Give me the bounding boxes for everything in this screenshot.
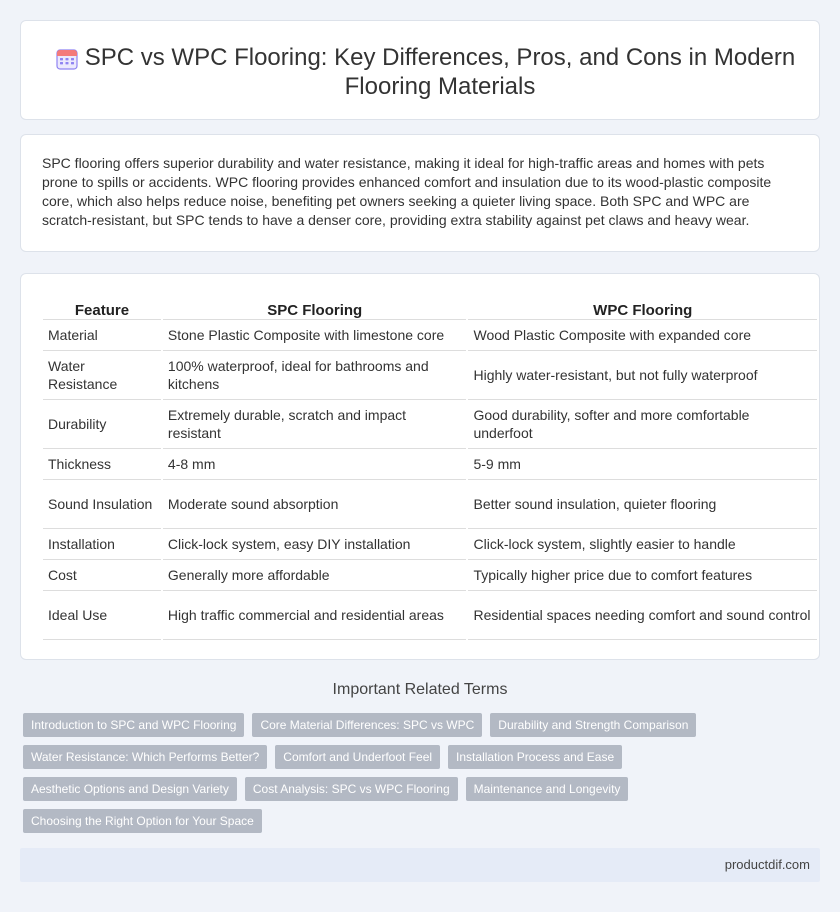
calendar-icon — [55, 47, 79, 71]
table-header-wpc: WPC Flooring — [467, 296, 818, 319]
footer-bar — [20, 848, 820, 882]
table-cell: 100% waterproof, ideal for bathrooms and kitchens — [162, 350, 468, 399]
table-cell: Durability — [43, 399, 162, 448]
table-header-feature: Feature — [43, 296, 162, 319]
table-cell: 5-9 mm — [467, 448, 818, 479]
table-cell: Sound Insulation — [43, 479, 162, 528]
table-cell: Generally more affordable — [162, 559, 468, 590]
table-header-spc: SPC Flooring — [162, 296, 468, 319]
intro-paragraph: SPC flooring offers superior durability and water resistance, making it ideal for high-traffic areas and homes with pets prone to spills or accidents. WPC flooring provides enhanced comfort and insulation due to its wood-plastic composite core, which also helps reduce noise, benefiting pet owners seeking a quieter living space. Both SPC and WPC are scratch-resistant, but SPC tends to have a denser core, providing extra stability against pet claws and heavy wear. — [42, 155, 772, 228]
table-row — [43, 448, 818, 479]
table-cell: Click-lock system, slightly easier to handle — [467, 528, 818, 559]
table-row — [43, 350, 818, 399]
comparison-table — [43, 296, 819, 640]
tag-link[interactable]: Installation Process and Ease — [448, 745, 622, 769]
table-row — [43, 399, 818, 448]
page-title: SPC vs WPC Flooring: Key Differences, Pros, and Cons in Modern Flooring Materials — [84, 44, 796, 100]
table-cell: Extremely durable, scratch and impact resistant — [162, 399, 468, 448]
table-row — [43, 319, 818, 350]
header-card — [20, 20, 820, 120]
table-cell: Ideal Use — [43, 590, 162, 639]
table-cell: Residential spaces needing comfort and sound control — [467, 590, 818, 639]
related-terms-title: Important Related Terms — [332, 681, 508, 698]
table-cell: Click-lock system, easy DIY installation — [162, 528, 468, 559]
tag-link[interactable]: Cost Analysis: SPC vs WPC Flooring — [245, 777, 458, 801]
table-row — [43, 559, 818, 590]
table-cell: 4-8 mm — [162, 448, 468, 479]
table-cell: Stone Plastic Composite with limestone core — [162, 319, 468, 350]
table-cell: Cost — [43, 559, 162, 590]
tag-link[interactable]: Maintenance and Longevity — [466, 777, 629, 801]
tag-link[interactable]: Comfort and Underfoot Feel — [275, 745, 440, 769]
tag-link[interactable]: Durability and Strength Comparison — [490, 713, 696, 737]
table-header-row — [43, 296, 818, 319]
table-cell: Moderate sound absorption — [162, 479, 468, 528]
tag-link[interactable]: Choosing the Right Option for Your Space — [23, 809, 262, 833]
table-cell: High traffic commercial and residential areas — [162, 590, 468, 639]
table-cell: Installation — [43, 528, 162, 559]
tag-link[interactable]: Aesthetic Options and Design Variety — [23, 777, 237, 801]
table-cell: Highly water-resistant, but not fully waterproof — [467, 350, 818, 399]
related-terms-tags — [23, 713, 823, 841]
table-cell: Wood Plastic Composite with expanded core — [467, 319, 818, 350]
table-row — [43, 479, 818, 528]
table-cell: Water Resistance — [43, 350, 162, 399]
table-cell: Thickness — [43, 448, 162, 479]
table-cell: Material — [43, 319, 162, 350]
intro-card — [20, 134, 820, 252]
table-cell: Better sound insulation, quieter flooring — [467, 479, 818, 528]
footer-site-link[interactable]: productdif.com — [724, 857, 810, 872]
tag-link[interactable]: Water Resistance: Which Performs Better? — [23, 745, 267, 769]
table-card — [20, 273, 820, 660]
table-row — [43, 590, 818, 639]
table-row — [43, 528, 818, 559]
tag-link[interactable]: Introduction to SPC and WPC Flooring — [23, 713, 244, 737]
table-cell: Typically higher price due to comfort features — [467, 559, 818, 590]
table-cell: Good durability, softer and more comfortable underfoot — [467, 399, 818, 448]
tag-link[interactable]: Core Material Differences: SPC vs WPC — [252, 713, 482, 737]
